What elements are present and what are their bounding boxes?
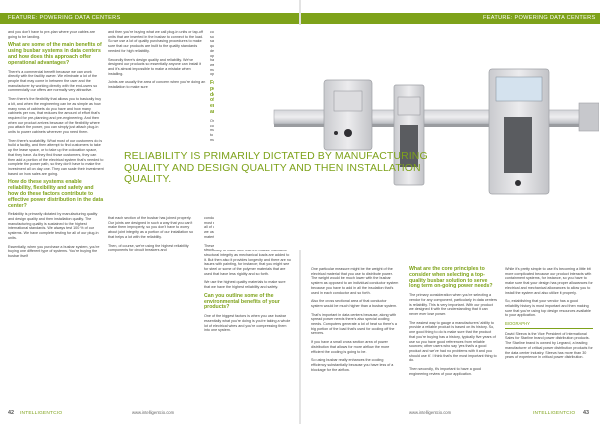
paragraph: That's important in data centers because, along with spread power needs there's also special cooling needs. Computers generate a lot of heat so there's a big portion of the load that's used for cooling off the servers. (311, 312, 397, 336)
page-number-left: 42 (8, 410, 14, 416)
paragraph: Joints are usually the area of concern when you're doing an installation to make sure (108, 80, 206, 90)
plug-in-unit (489, 69, 549, 194)
paragraph: Then secondly, it's important to have a good engineering review of your application. (409, 367, 481, 376)
paragraph: There's a commercial benefit because we can work directly with the facility owner. We eliminate a lot of the people that may come in between the user and the manufacturer by working directly with the end-users so commercially our offers are normally very attractive. (8, 69, 98, 93)
paragraph: So, establishing that your vendor has a good reliability history is most important and then making sure that you're using top design resources available to your application. (505, 299, 591, 318)
biography-label: BIOGRAPHY (505, 322, 593, 329)
paragraph: We use the highest quality materials to make sure that we have the highest reliability and safety. (204, 280, 286, 290)
paragraph: Then there's the flexibility that allows you to basically buy a kit, and when the engineering can be as simple as how many rows of cabinets do you have and how many cabinets per row, that reduces the amount of effort that's required for pre-planning and pre-engineering. And then when our product arrives because of the flexibility where you attach the power, you can simply just attach plug-in units to power cabinets wherever you need them. (8, 97, 102, 135)
question-heading: Can you outline some of the environmental benefits of your products? (204, 292, 280, 311)
paragraph: connectors and meters, and so forth. And then relative to safety again it's about design quality, our products are designed to be safe in operation. Both UL and IEC have standards for safety and we've tested our products to make sure they are safe for operation. (210, 30, 259, 77)
paragraph: One of the primary components is what type of materials you're using, relative to reliability. The best materials for use in (210, 118, 260, 142)
paragraph: While it's pretty simple to use it's becoming a little bit more complicated because our product interacts with containment systems, for instance, so you have to make sure that your design has proper allowances for electrical and mechanical allowances to allow you to install the system and also utilize it properly. (505, 267, 593, 295)
left-column-1 (8, 30, 104, 263)
paragraph: Secondly there's design quality and reliability. We've designed our products so essentially anyone can install it and it's almost impossible to make a mistake when installing. (108, 57, 202, 76)
paragraph: One of the biggest factors is when you use busbar essentially what you're doing is you're taking a whole lot of electrical wires and you're compressing them into one system. (204, 314, 291, 333)
paragraph: and then you're buying what we call plug-in units or tap-off units that are inserted in the busbar to connect to the load. So we use a lot of quality purchasing procedures to make sure that our products are built to the quality standards needed for high reliability. (108, 30, 204, 53)
biography-text: David Sleeva is the Vice President of International Sales for Starline brand power distribution products. The Starline brand is owned by Legrand, a leading manufacturer of critical power distribution products for the data center industry. Sleeva has more than 30 years of experience in critical power distribution. (505, 331, 593, 360)
paragraph: and you don't have to pre-plan where your cables are going to be landing. (8, 30, 96, 39)
paragraph: conducting electricity is generally copper. That's the most economical and has the highest sustainability so all of our products use copper conductors. And then, we use aluminum housings with the insulated materials to house the copper. (204, 216, 292, 239)
plug-in-unit (324, 80, 372, 150)
paragraph: Reliability is primarily dictated by manufacturing quality and design quality and then installation quality. The manufacturing quality is sustained to the highest international standards. We always test 100 % of our systems. We have complete testing for all of our plug-in units. (8, 212, 99, 240)
brand-logo-right: INTELLIGENTCIO (533, 411, 576, 416)
left-column-2-bottom (108, 216, 196, 257)
page-number-right: 43 (583, 410, 589, 416)
question-heading: What are some of the main benefits of using busbar systems in data centers and how does this approach offer operational advantages? (8, 42, 102, 66)
paragraph: One particular measure might be the weight of the electrical material that you use to distribute power. The weight would be much lower with the busbar system as opposed to an individual conductor system because you have to add in all the insulation that's used in each conductor and so forth. (311, 267, 399, 295)
footer-url-right: www.intelligentcio.com (409, 410, 452, 415)
footer-url-left: www.intelligentcio.com (132, 410, 175, 415)
paragraph: So using busbar really enhances the cooling efficiency substantially because you have less of a blockage for the airflow. (311, 358, 394, 372)
right-column-3 (505, 267, 593, 364)
right-column-1 (311, 267, 399, 376)
paragraph: If you have a small cross section area of power distribution that allows for more airflow the more efficient the cooling is going to be. (311, 340, 390, 354)
paragraph: The easiest way to gauge a manufacturers' ability to provide a reliable product is based on its history. So, one good thing to do is make sure that the product that you're buying has a history, typically five years of use so you have good references from reliable sources; other users who say 'yes that's a good product and we've had no problems with it and you should use it'. I think that's the most important thing to do. (409, 320, 497, 363)
right-column-2 (409, 267, 497, 380)
section-header-right: FEATURE: POWERING DATA CENTERS (301, 13, 600, 24)
section-header-left: FEATURE: POWERING DATA CENTERS (0, 13, 299, 24)
paragraph: Then there's scalability. What most of our customers do is build a facility, and then attempt to find customers to take up the lease space, or to take up the colocation space, that they have. As they find those customers, they can then add a portion of the electrical system that's needed to complete the power path, so they don't have to make the investment all on day one. They can scale their investment based on how sales are going. (8, 138, 104, 176)
left-column-2-top (108, 30, 206, 94)
paragraph: Also the cross sectional area of that conductor system would be much higher than a busbar system. (311, 299, 398, 308)
paragraph: The primary consideration when you're selecting a vendor for any component, particularly in data centers is reliability. This is very important. With our product we designed it with the understanding that it can never ever lose power. (409, 293, 497, 316)
pull-quote: RELIABILITY IS PRIMARILY DICTATED BY MANUFACTURING QUALITY AND DESIGN QUALITY AND THEN INSTALLATION QUALITY. (124, 150, 428, 186)
question-heading: How do these systems enable reliability, flexibility and safety and how do these factors contribute to effective power distribution in the data center? (8, 179, 104, 209)
paragraph: Essentially, when you purchase a busbar system, you're buying one different type of systems. You're buying the busbar itself (8, 244, 100, 258)
paragraph: Then, of course, we're using the highest reliability components for circuit breakers and (108, 243, 189, 253)
paragraph: These aluminum housings are very important structurally to make sure that the busbar maintains structural integrity as mechanical loads are added to it. But then also it provides longevity and there are no issues with painting, for instance; that you might see for steel or some of the polymer materials that are used that have less rigidity and so forth. (204, 243, 291, 276)
question-heading: From a technical perspective how does the make-up of the system ensure reliability and scalability? (210, 80, 255, 116)
brand-logo-left: INTELLIGENTCIO (20, 411, 63, 416)
busbar-product-photo (214, 25, 599, 250)
paragraph: that each section of the busbar has joined properly. Our joints are designed in such a way that you can't make them improperly, so you don't have to worry about joint integrity as a portion of our installation so that helps a lot with the reliability. (108, 216, 194, 239)
question-heading: What are the core principles to consider when selecting a top-quality busbar solution to serve long term on-going power needs? (409, 266, 493, 290)
